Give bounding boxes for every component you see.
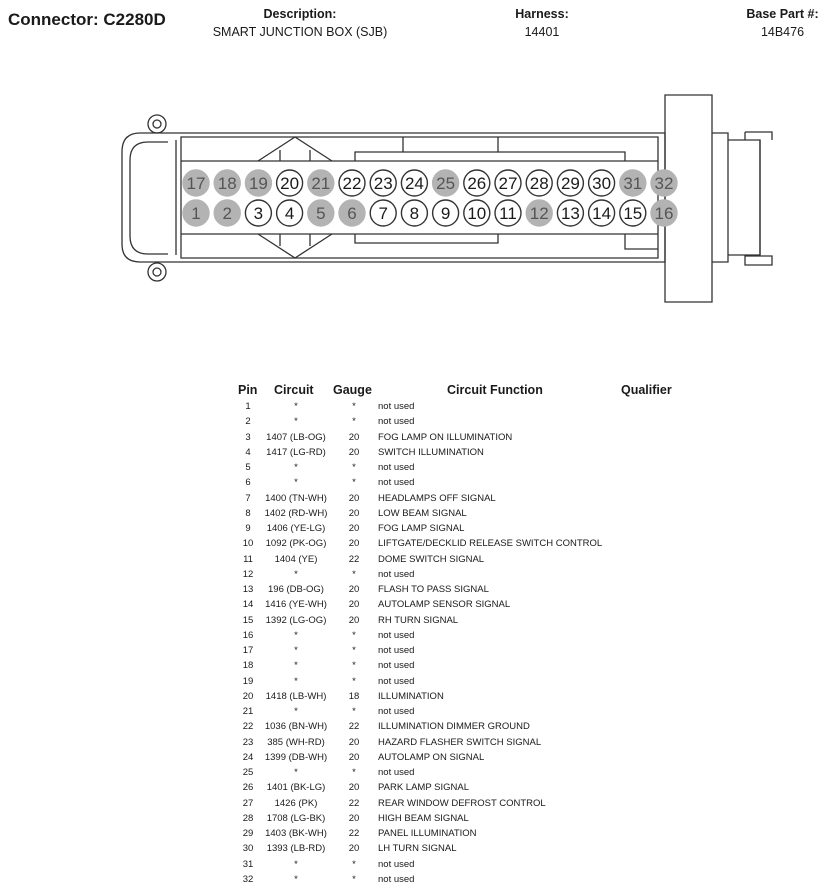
function-cell: HAZARD FLASHER SWITCH SIGNAL <box>378 736 542 748</box>
pin-cell: 22 <box>242 721 254 733</box>
gauge-cell: * <box>352 706 356 717</box>
gauge-cell: 20 <box>348 538 360 550</box>
table-row <box>0 859 832 874</box>
pin-7-label: 7 <box>378 204 388 223</box>
pin-cell: 29 <box>242 828 254 839</box>
pin-cell: 5 <box>245 462 251 473</box>
gauge-cell: 20 <box>348 507 360 519</box>
function-cell: ILLUMINATION <box>378 690 444 702</box>
gauge-cell: * <box>352 401 356 412</box>
gauge-cell: 20 <box>348 431 360 443</box>
gauge-cell: 22 <box>348 828 360 839</box>
col-header-gauge: Gauge <box>333 383 372 397</box>
table-row <box>0 538 832 553</box>
pin-30-label: 30 <box>592 174 612 193</box>
table-row <box>0 828 832 843</box>
circuit-cell: * <box>294 873 298 885</box>
gauge-cell: 22 <box>348 721 360 733</box>
table-row <box>0 401 832 416</box>
description-label: Description: <box>263 7 337 21</box>
pin-cell: 20 <box>242 690 254 702</box>
function-cell: not used <box>378 401 415 412</box>
gauge-cell: * <box>352 477 356 489</box>
circuit-cell: * <box>294 416 298 428</box>
circuit-cell: 1393 (LB-RD) <box>266 843 326 855</box>
pin-cell: 4 <box>245 446 251 458</box>
pin-cell: 11 <box>243 553 253 565</box>
pin-29-label: 29 <box>560 174 580 193</box>
pin-cell: 25 <box>242 767 254 778</box>
pin-4-label: 4 <box>284 204 295 223</box>
pin-6-label: 6 <box>347 204 357 223</box>
gauge-cell: * <box>352 645 356 656</box>
function-cell: not used <box>378 462 415 473</box>
gauge-cell: * <box>352 767 356 778</box>
gauge-cell: 20 <box>348 492 360 504</box>
col-header-pin: Pin <box>238 383 258 397</box>
pin-cell: 31 <box>242 858 254 870</box>
function-cell: HIGH BEAM SIGNAL <box>378 812 469 824</box>
table-row <box>0 737 832 752</box>
function-cell: LIFTGATE/DECKLID RELEASE SWITCH CONTROL <box>378 538 603 550</box>
circuit-cell: 1708 (LG-BK) <box>266 812 326 824</box>
circuit-cell: * <box>294 645 298 656</box>
pin-3-label: 3 <box>253 204 264 223</box>
gauge-cell: * <box>352 858 356 870</box>
pin-cell: 28 <box>242 812 254 824</box>
gauge-cell: 20 <box>348 446 360 458</box>
gauge-cell: 20 <box>348 751 360 763</box>
circuit-cell: 1426 (PK) <box>274 797 318 809</box>
pin-cell: 18 <box>242 660 254 672</box>
function-cell: SWITCH ILLUMINATION <box>378 446 484 458</box>
function-cell: not used <box>378 706 415 717</box>
pin-27-label: 27 <box>498 174 518 193</box>
pin-cell: 8 <box>245 507 251 519</box>
pin-row-top <box>183 170 677 196</box>
gauge-cell: 20 <box>348 782 360 794</box>
table-row <box>0 599 832 614</box>
gauge-cell: 20 <box>348 523 360 534</box>
pin-cell: 23 <box>242 736 254 748</box>
pin-25-label: 25 <box>436 174 456 193</box>
circuit-cell: 196 (DB-OG) <box>268 584 324 595</box>
circuit-cell: 1092 (PK-OG) <box>265 538 327 550</box>
gauge-cell: * <box>352 675 356 687</box>
col-header-qualifier: Qualifier <box>621 383 672 397</box>
table-row <box>0 493 832 508</box>
gauge-cell: * <box>352 416 356 428</box>
pin-31-label: 31 <box>623 174 643 193</box>
pin-cell: 19 <box>242 675 254 687</box>
function-cell: AUTOLAMP SENSOR SIGNAL <box>378 599 511 611</box>
pin-16-label: 16 <box>654 204 674 223</box>
function-cell: LH TURN SIGNAL <box>378 843 457 855</box>
pin-5-label: 5 <box>316 204 326 223</box>
connector-id: C2280D <box>103 10 166 29</box>
function-cell: AUTOLAMP ON SIGNAL <box>378 751 485 763</box>
circuit-cell: 1403 (BK-WH) <box>265 828 327 839</box>
pin-cell: 24 <box>242 751 254 763</box>
pin-cell: 12 <box>242 568 254 580</box>
table-row <box>0 462 832 477</box>
function-cell: FLASH TO PASS SIGNAL <box>378 584 489 595</box>
pin-cell: 15 <box>242 614 254 626</box>
table-row <box>0 523 832 538</box>
harness-value: 14401 <box>524 25 560 39</box>
pin-cell: 17 <box>242 645 254 656</box>
table-row <box>0 508 832 523</box>
table-row <box>0 752 832 767</box>
pin-28-label: 28 <box>529 174 549 193</box>
function-cell: not used <box>378 568 415 580</box>
gauge-cell: 20 <box>348 843 360 855</box>
pin-cell: 1 <box>245 401 251 412</box>
circuit-cell: * <box>294 568 298 580</box>
circuit-cell: 1418 (LB-WH) <box>265 690 327 702</box>
function-cell: not used <box>378 645 415 656</box>
circuit-cell: * <box>294 629 298 641</box>
table-row <box>0 706 832 721</box>
function-cell: not used <box>378 858 415 870</box>
gauge-cell: 22 <box>348 553 360 565</box>
table-row <box>0 798 832 813</box>
pin-17-label: 17 <box>186 174 206 193</box>
connector-diagram <box>0 0 832 340</box>
pin-11-label: 11 <box>499 204 517 223</box>
circuit-cell: * <box>294 706 298 717</box>
circuit-cell: 1406 (YE-LG) <box>266 523 326 534</box>
table-row <box>0 432 832 447</box>
circuit-cell: 1404 (YE) <box>274 553 318 565</box>
pin-24-label: 24 <box>404 174 424 193</box>
table-row <box>0 477 832 492</box>
circuit-cell: 1400 (TN-WH) <box>265 492 327 504</box>
gauge-cell: 20 <box>348 614 360 626</box>
table-row <box>0 676 832 691</box>
circuit-cell: * <box>294 660 298 672</box>
pin-cell: 27 <box>242 797 254 809</box>
pin-cell: 6 <box>245 477 251 489</box>
function-cell: PANEL ILLUMINATION <box>378 828 477 839</box>
circuit-cell: * <box>294 477 298 489</box>
circuit-cell: 1416 (YE-WH) <box>265 599 327 611</box>
pin-15-label: 15 <box>623 204 643 223</box>
function-cell: DOME SWITCH SIGNAL <box>378 553 485 565</box>
pin-18-label: 18 <box>217 174 237 193</box>
base-part-label: Base Part #: <box>746 7 819 21</box>
pin-cell: 26 <box>242 782 254 794</box>
pin-cell: 10 <box>242 538 254 550</box>
circuit-cell: 385 (WH-RD) <box>267 736 325 748</box>
function-cell: HEADLAMPS OFF SIGNAL <box>378 492 496 504</box>
pin-cell: 7 <box>245 492 251 504</box>
pin-10-label: 10 <box>467 204 487 223</box>
function-cell: PARK LAMP SIGNAL <box>378 782 469 794</box>
pin-21-label: 21 <box>311 174 331 193</box>
connector-housing <box>122 95 772 302</box>
circuit-cell: 1401 (BK-LG) <box>266 782 326 794</box>
pin-row-bottom <box>183 200 677 226</box>
pin-cell: 3 <box>245 431 251 443</box>
table-row <box>0 569 832 584</box>
circuit-cell: * <box>294 462 298 473</box>
gauge-cell: 20 <box>348 812 360 824</box>
function-cell: not used <box>378 873 415 885</box>
circuit-cell: 1417 (LG-RD) <box>266 446 326 458</box>
function-cell: not used <box>378 660 415 672</box>
gauge-cell: 20 <box>348 584 360 595</box>
table-row <box>0 645 832 660</box>
pin-22-label: 22 <box>342 174 362 193</box>
function-cell: not used <box>378 416 415 428</box>
pin-13-label: 13 <box>560 204 580 223</box>
pin-32-label: 32 <box>654 174 674 193</box>
function-cell: REAR WINDOW DEFROST CONTROL <box>378 797 546 809</box>
gauge-cell: 22 <box>348 797 360 809</box>
connector-label: Connector: <box>8 10 99 29</box>
table-row <box>0 691 832 706</box>
table-row <box>0 782 832 797</box>
pin-26-label: 26 <box>467 174 487 193</box>
circuit-cell: 1402 (RD-WH) <box>264 507 328 519</box>
pin-1-label: 1 <box>191 204 201 223</box>
gauge-cell: * <box>352 568 356 580</box>
circuit-cell: 1036 (BN-WH) <box>264 721 328 733</box>
function-cell: ILLUMINATION DIMMER GROUND <box>378 721 530 733</box>
table-row <box>0 554 832 569</box>
table-row <box>0 767 832 782</box>
gauge-cell: * <box>352 462 356 473</box>
circuit-cell: 1407 (LB-OG) <box>266 431 326 443</box>
function-cell: FOG LAMP ON ILLUMINATION <box>378 431 513 443</box>
gauge-cell: 18 <box>348 690 360 702</box>
table-row <box>0 721 832 736</box>
circuit-cell: * <box>294 401 298 412</box>
function-cell: not used <box>378 477 415 489</box>
harness-label: Harness: <box>515 7 569 21</box>
table-row <box>0 874 832 889</box>
pin-19-label: 19 <box>248 174 268 193</box>
function-cell: LOW BEAM SIGNAL <box>378 507 467 519</box>
function-cell: FOG LAMP SIGNAL <box>378 523 465 534</box>
pin-12-label: 12 <box>529 204 549 223</box>
function-cell: not used <box>378 629 415 641</box>
pin-23-label: 23 <box>373 174 393 193</box>
circuit-cell: * <box>294 675 298 687</box>
table-row <box>0 843 832 858</box>
table-row <box>0 813 832 828</box>
table-row <box>0 447 832 462</box>
base-part-value: 14B476 <box>760 25 805 39</box>
gauge-cell: 20 <box>348 599 360 611</box>
pin-cell: 2 <box>245 416 251 428</box>
circuit-cell: 1399 (DB-WH) <box>264 751 328 763</box>
gauge-cell: * <box>352 629 356 641</box>
pin-cell: 9 <box>245 523 251 534</box>
gauge-cell: * <box>352 873 356 885</box>
table-row <box>0 660 832 675</box>
pin-cell: 16 <box>242 629 254 641</box>
function-cell: not used <box>378 675 415 687</box>
pin-14-label: 14 <box>592 204 612 223</box>
col-header-function: Circuit Function <box>447 383 543 397</box>
col-header-circuit: Circuit <box>274 383 314 397</box>
pin-cell: 32 <box>242 873 254 885</box>
circuit-cell: * <box>294 858 298 870</box>
table-row <box>0 416 832 431</box>
function-cell: RH TURN SIGNAL <box>378 614 459 626</box>
pin-cell: 14 <box>242 599 254 611</box>
circuit-cell: * <box>294 767 298 778</box>
pin-20-label: 20 <box>280 174 300 193</box>
pin-cell: 21 <box>242 706 254 717</box>
pin-cell: 13 <box>242 584 254 595</box>
table-row <box>0 615 832 630</box>
pin-2-label: 2 <box>222 204 232 223</box>
gauge-cell: * <box>352 660 356 672</box>
pin-8-label: 8 <box>409 204 420 223</box>
circuit-cell: 1392 (LG-OG) <box>265 614 327 626</box>
function-cell: not used <box>378 767 415 778</box>
pin-cell: 30 <box>242 843 254 855</box>
table-row <box>0 630 832 645</box>
description-value: SMART JUNCTION BOX (SJB) <box>212 25 388 39</box>
gauge-cell: 20 <box>348 736 360 748</box>
pin-9-label: 9 <box>440 204 451 223</box>
table-row <box>0 584 832 599</box>
